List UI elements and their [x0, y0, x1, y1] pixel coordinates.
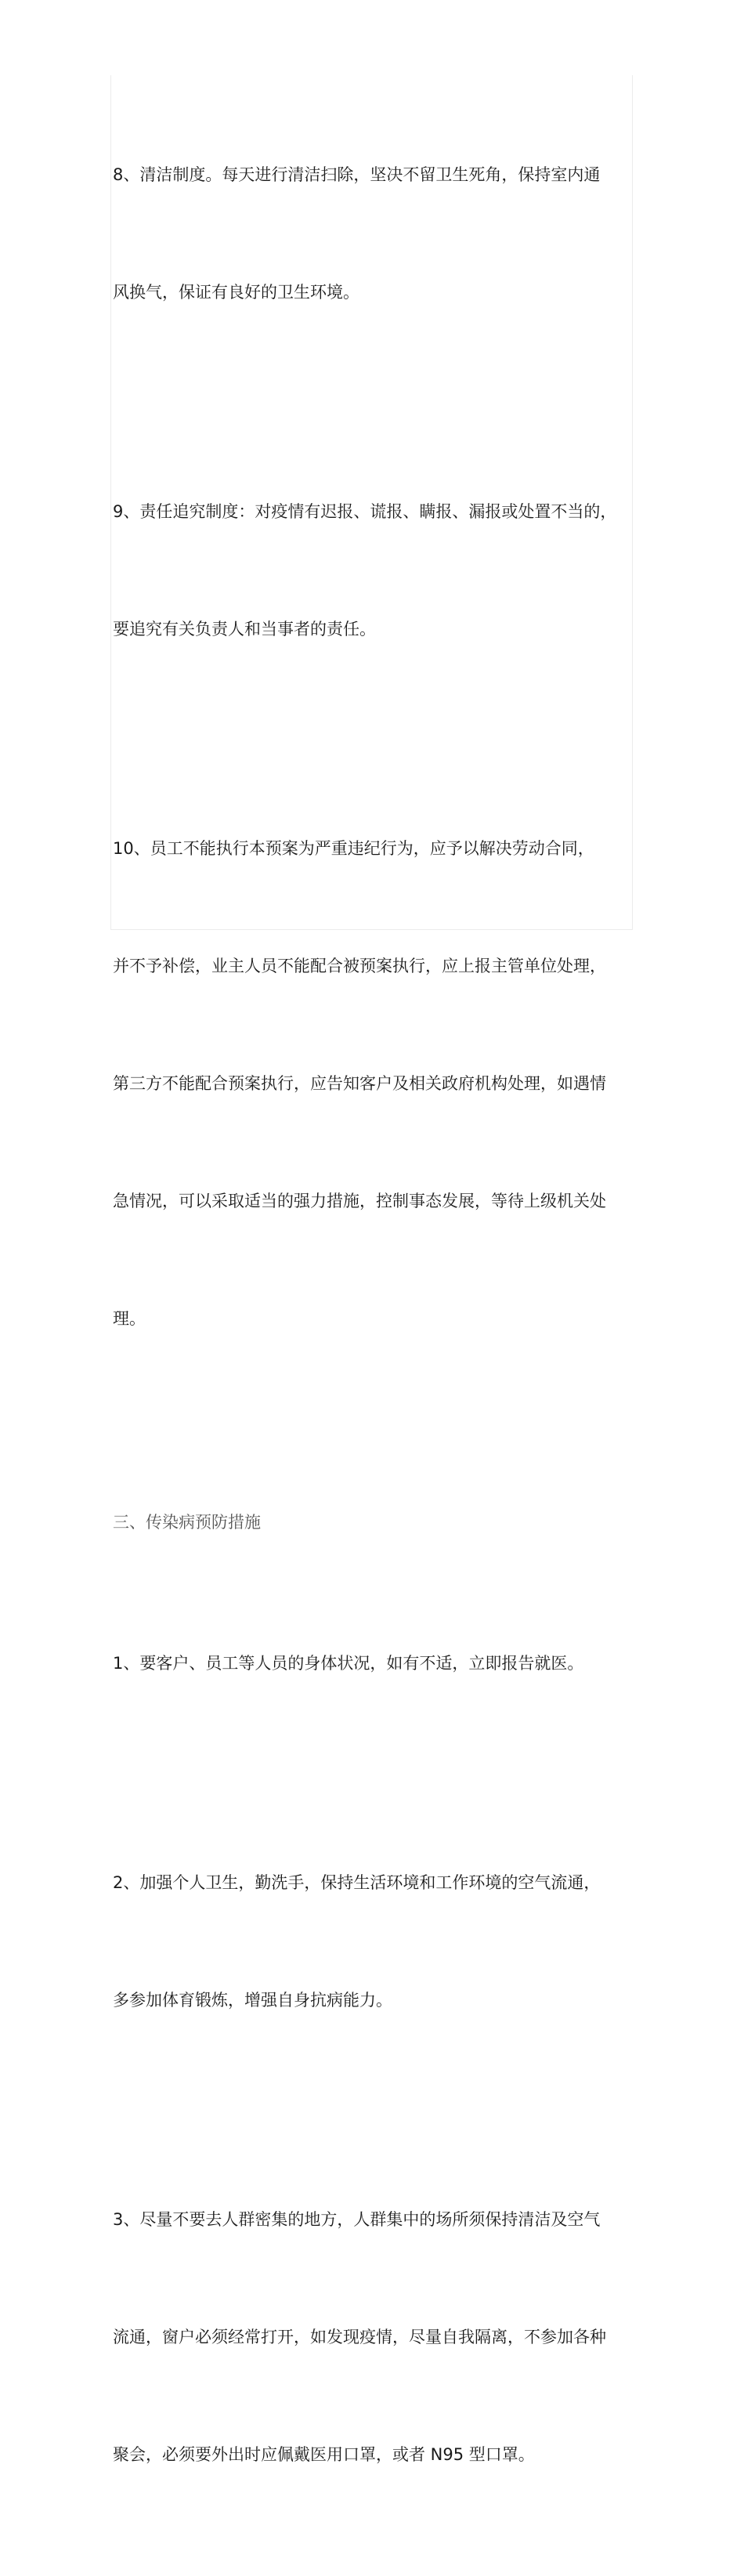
measure-2-line-1: 2、加强个人卫生，勤洗手，保持生活环境和工作环境的空气流通，: [113, 1873, 601, 1892]
item-8-line-1: 8、清洁制度。每天进行清洁扫除，坚决不留卫生死角，保持室内通: [113, 165, 601, 184]
measure-3: [113, 2122, 650, 2552]
document-body: [113, 77, 650, 2576]
item-9-line-2: 要追究有关负责人和当事者的责任。: [113, 620, 376, 639]
measure-3-line-3: 聚会，必须要外出时应佩戴医用口罩，或者 N95 型口罩。: [113, 2445, 535, 2464]
section-spacer: [113, 1440, 650, 1503]
item-10-line-2: 并不予补偿，业主人员不能配合被预案执行，应上报主管单位处理，: [113, 957, 606, 975]
item-10-line-5: 理。: [113, 1309, 146, 1328]
measure-1: [113, 1565, 650, 1761]
item-8-line-2: 风换气，保证有良好的卫生环境。: [113, 283, 359, 302]
item-9-line-1: 9、责任追究制度：对疫情有迟报、谎报、瞒报、漏报或处置不当的，: [113, 502, 617, 521]
measure-3-line-2: 流通，窗户必须经常打开，如发现疫情，尽量自我隔离，不参加各种: [113, 2328, 606, 2346]
item-10-line-1: 10、员工不能执行本预案为严重违纪行为，应予以解决劳动合同，: [113, 839, 594, 858]
item-10-line-4: 急情况，可以采取适当的强力措施，控制事态发展，等待上级机关处: [113, 1192, 606, 1210]
measure-2-line-2: 多参加体育锻炼，增强自身抗病能力。: [113, 1991, 392, 2010]
item-10: [113, 751, 650, 1416]
section-heading: 三、传染病预防措施: [113, 1513, 261, 1532]
measure-3-line-1: 3、尽量不要去人群密集的地方，人群集中的场所须保持清洁及空气: [113, 2210, 601, 2229]
measure-2: [113, 1785, 650, 2098]
measure-1-line-1: 1、要客户、员工等人员的身体状况，如有不适，立即报告就医。: [113, 1654, 584, 1673]
item-8: [113, 77, 650, 390]
item-10-line-3: 第三方不能配合预案执行，应告知客户及相关政府机构处理，如遇情: [113, 1074, 606, 1093]
item-9: [113, 414, 650, 727]
